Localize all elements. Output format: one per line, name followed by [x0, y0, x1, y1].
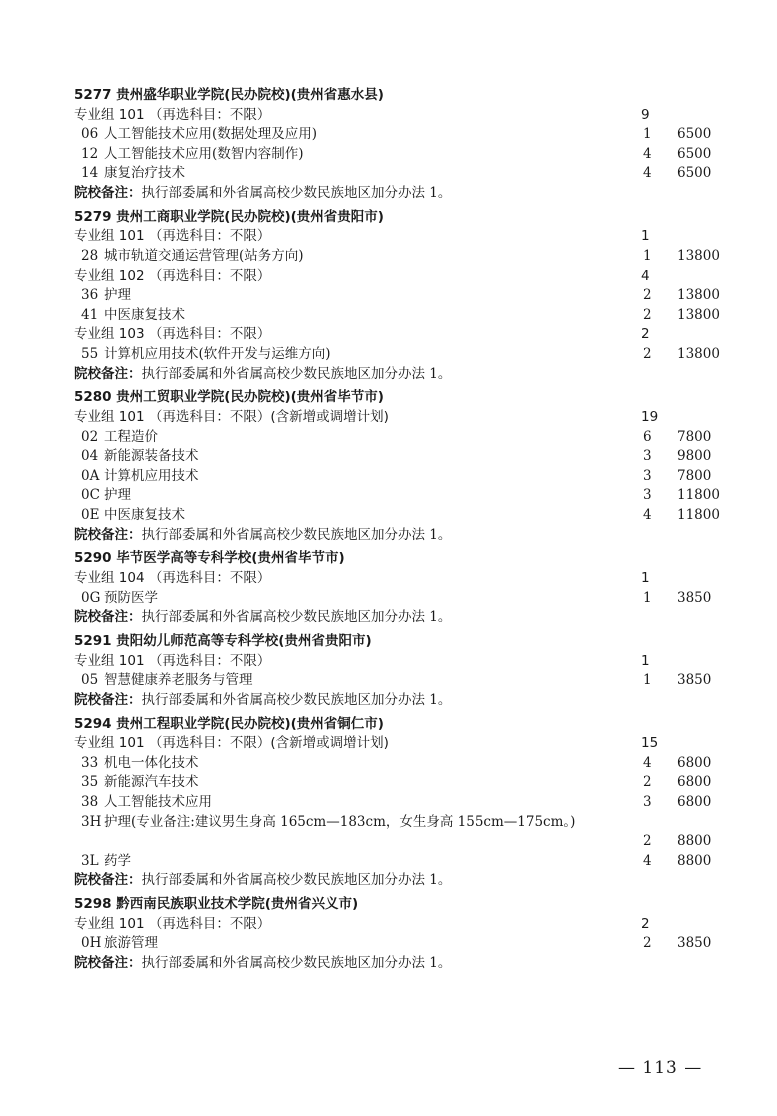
tuition-fee: 13800	[677, 287, 720, 304]
school-header-row	[0, 86, 777, 106]
major-code: 35	[81, 774, 99, 791]
school-note-row	[0, 526, 777, 546]
major-name: 中医康复技术	[104, 306, 185, 323]
major-row	[0, 306, 777, 326]
major-name: 机电一体化技术	[104, 754, 199, 771]
school-note-label: 院校备注：	[74, 185, 142, 201]
major-group-plan-count: 15	[641, 735, 659, 752]
tuition-fee: 6800	[677, 754, 712, 771]
major-group-row	[0, 569, 777, 589]
school-note	[74, 365, 451, 385]
major-plan-count: 4	[643, 165, 652, 182]
major-group-row	[0, 915, 777, 935]
tuition-fee: 13800	[677, 306, 720, 323]
major-group-name: 专业组 101 （再选科目：不限）(含新增或调增计划)	[74, 735, 389, 752]
major-code: 0H	[81, 935, 102, 952]
tuition-fee: 11800	[677, 487, 720, 504]
major-row	[0, 345, 777, 365]
school-note-text: 执行部委属和外省属高校少数民族地区加分办法 1。	[141, 526, 452, 543]
school-note-row	[0, 608, 777, 628]
school-header: 5277 贵州盛华职业学院(民办院校)(贵州省惠水县)	[74, 87, 384, 103]
major-group-row	[0, 734, 777, 754]
school-note	[74, 184, 451, 204]
major-group-name: 专业组 104 （再选科目：不限）	[74, 570, 271, 586]
major-row	[0, 754, 777, 774]
school-note-label: 院校备注：	[74, 526, 142, 543]
school-note	[74, 608, 451, 628]
major-row	[0, 486, 777, 506]
major-row-continuation	[0, 832, 777, 852]
major-group-row	[0, 267, 777, 287]
school-header: 5279 贵州工商职业学院(民办院校)(贵州省贵阳市)	[74, 208, 384, 225]
school-header-row	[0, 388, 777, 408]
major-name: 护理(专业备注:建议男生身高 165cm—183cm，女生身高 155cm—175cm。)	[104, 813, 576, 830]
major-code: 33	[81, 754, 99, 771]
major-plan-count: 3	[643, 448, 652, 465]
major-group-plan-count: 2	[641, 326, 650, 343]
major-group-plan-count: 1	[641, 228, 650, 245]
major-row	[0, 247, 777, 267]
tuition-fee: 8800	[677, 852, 712, 869]
major-code: 0E	[81, 507, 100, 523]
major-code: 06	[81, 126, 99, 143]
major-plan-count: 6	[643, 428, 652, 445]
major-name: 城市轨道交通运营管理(站务方向)	[104, 248, 304, 264]
major-plan-count: 2	[643, 833, 652, 850]
major-name: 人工智能技术应用(数智内容制作)	[104, 145, 304, 162]
major-group-row	[0, 408, 777, 428]
major-group-name: 专业组 101 （再选科目：不限）	[74, 915, 271, 932]
major-group-name: 专业组 102 （再选科目：不限）	[74, 267, 271, 284]
tuition-fee: 13800	[677, 248, 720, 264]
major-plan-count: 1	[643, 126, 652, 143]
school-header: 5298 黔西南民族职业技术学院(贵州省兴义市)	[74, 896, 359, 913]
school-note	[74, 954, 451, 974]
tuition-fee: 13800	[677, 346, 720, 362]
major-code: 0G	[81, 589, 101, 606]
major-group-plan-count: 2	[641, 915, 650, 932]
major-plan-count: 1	[643, 589, 652, 606]
major-code: 14	[81, 165, 99, 182]
school-header-row	[0, 715, 777, 735]
tuition-fee: 11800	[677, 507, 720, 523]
major-code: 04	[81, 448, 99, 465]
major-row	[0, 852, 777, 872]
school-note-row	[0, 184, 777, 204]
tuition-fee: 3850	[677, 935, 712, 952]
school-note-text: 执行部委属和外省属高校少数民族地区加分办法 1。	[141, 185, 452, 201]
major-code: 55	[81, 346, 99, 362]
major-row	[0, 813, 777, 833]
school-header: 5290 毕节医学高等专科学校(贵州省毕节市)	[74, 550, 345, 567]
major-code: 0A	[81, 467, 100, 484]
major-plan-count: 2	[643, 306, 652, 323]
school-note-text: 执行部委属和外省属高校少数民族地区加分办法 1。	[141, 872, 452, 889]
major-name: 预防医学	[104, 589, 158, 606]
school-note-text: 执行部委属和外省属高校少数民族地区加分办法 1。	[141, 365, 452, 382]
major-name: 护理	[104, 287, 131, 304]
major-group-row	[0, 227, 777, 247]
tuition-fee: 3850	[677, 589, 712, 606]
major-group-plan-count: 4	[641, 267, 650, 284]
major-row	[0, 125, 777, 145]
tuition-fee: 7800	[677, 467, 712, 484]
school-header: 5294 贵州工程职业学院(民办院校)(贵州省铜仁市)	[74, 715, 384, 732]
tuition-fee: 9800	[677, 448, 712, 465]
major-row	[0, 164, 777, 184]
major-row	[0, 934, 777, 954]
major-row	[0, 286, 777, 306]
major-code: 02	[81, 428, 99, 445]
major-code: 41	[81, 306, 99, 323]
major-name: 工程造价	[104, 428, 158, 445]
school-header-row	[0, 208, 777, 228]
major-code: 0C	[81, 487, 100, 504]
school-note-label: 院校备注：	[74, 691, 142, 708]
school-note-label: 院校备注：	[74, 872, 142, 889]
school-note-row	[0, 365, 777, 385]
major-name: 人工智能技术应用(数据处理及应用)	[104, 126, 318, 143]
tuition-fee: 6500	[677, 165, 712, 182]
major-name: 新能源汽车技术	[104, 774, 199, 791]
major-plan-count: 3	[643, 467, 652, 484]
major-row	[0, 671, 777, 691]
major-code: 3H	[81, 813, 102, 830]
tuition-fee: 3850	[677, 672, 712, 689]
major-plan-count: 3	[643, 487, 652, 504]
tuition-fee: 6500	[677, 126, 712, 143]
major-group-plan-count: 1	[641, 652, 650, 669]
major-name: 计算机应用技术	[104, 467, 199, 484]
school-note	[74, 691, 451, 711]
major-group-name: 专业组 103 （再选科目：不限）	[74, 326, 271, 343]
major-code: 3L	[81, 852, 99, 869]
major-code: 36	[81, 287, 99, 304]
major-group-plan-count: 19	[641, 409, 659, 425]
major-plan-count: 2	[643, 287, 652, 304]
major-code: 38	[81, 794, 99, 810]
major-name: 中医康复技术	[104, 507, 185, 523]
school-header-row	[0, 895, 777, 915]
major-code: 28	[81, 248, 99, 264]
major-code: 12	[81, 145, 99, 162]
major-name: 新能源装备技术	[104, 448, 199, 465]
school-note-row	[0, 871, 777, 891]
school-header-row	[0, 549, 777, 569]
major-name: 人工智能技术应用	[104, 794, 212, 810]
major-plan-count: 2	[643, 774, 652, 791]
school-note-text: 执行部委属和外省属高校少数民族地区加分办法 1。	[141, 691, 452, 708]
major-group-name: 专业组 101 （再选科目：不限）	[74, 652, 271, 669]
school-header: 5291 贵阳幼儿师范高等专科学校(贵州省贵阳市)	[74, 633, 372, 649]
tuition-fee: 6500	[677, 145, 712, 162]
major-plan-count: 3	[643, 794, 652, 810]
major-group-name: 专业组 101 （再选科目：不限）	[74, 106, 271, 123]
major-plan-count: 4	[643, 754, 652, 771]
major-plan-count: 2	[643, 935, 652, 952]
major-group-row	[0, 106, 777, 126]
major-row	[0, 589, 777, 609]
tuition-fee: 8800	[677, 833, 712, 850]
major-group-name: 专业组 101 （再选科目：不限）(含新增或调增计划)	[74, 409, 389, 425]
tuition-fee: 7800	[677, 428, 712, 445]
page-number: — 113 —	[618, 1058, 703, 1078]
tuition-fee: 6800	[677, 774, 712, 791]
major-name: 护理	[104, 487, 131, 504]
major-group-plan-count: 9	[641, 106, 650, 123]
major-name: 药学	[104, 852, 131, 869]
school-note	[74, 871, 451, 891]
major-name: 计算机应用技术(软件开发与运维方向)	[104, 346, 331, 362]
major-code: 05	[81, 672, 99, 689]
major-name: 智慧健康养老服务与管理	[104, 672, 253, 689]
major-plan-count: 4	[643, 145, 652, 162]
school-note-label: 院校备注：	[74, 609, 142, 626]
major-name: 旅游管理	[104, 935, 158, 952]
major-plan-count: 2	[643, 346, 652, 362]
major-plan-count: 4	[643, 852, 652, 869]
major-row	[0, 467, 777, 487]
major-plan-count: 4	[643, 507, 652, 523]
school-header: 5280 贵州工贸职业学院(民办院校)(贵州省毕节市)	[74, 389, 384, 406]
major-group-plan-count: 1	[641, 570, 650, 586]
school-note-row	[0, 954, 777, 974]
tuition-fee: 6800	[677, 794, 712, 810]
school-note-label: 院校备注：	[74, 955, 142, 971]
major-row	[0, 506, 777, 526]
school-note-text: 执行部委属和外省属高校少数民族地区加分办法 1。	[141, 609, 452, 626]
major-row	[0, 145, 777, 165]
major-row	[0, 773, 777, 793]
major-plan-count: 1	[643, 672, 652, 689]
major-plan-count: 1	[643, 248, 652, 264]
school-note-text: 执行部委属和外省属高校少数民族地区加分办法 1。	[141, 955, 452, 971]
school-note	[74, 526, 451, 546]
major-row	[0, 793, 777, 813]
school-note-label: 院校备注：	[74, 365, 142, 382]
major-group-row	[0, 325, 777, 345]
major-row	[0, 428, 777, 448]
major-group-name: 专业组 101 （再选科目：不限）	[74, 228, 271, 245]
major-name: 康复治疗技术	[104, 165, 185, 182]
major-row	[0, 447, 777, 467]
school-note-row	[0, 691, 777, 711]
major-group-row	[0, 652, 777, 672]
school-header-row	[0, 632, 777, 652]
